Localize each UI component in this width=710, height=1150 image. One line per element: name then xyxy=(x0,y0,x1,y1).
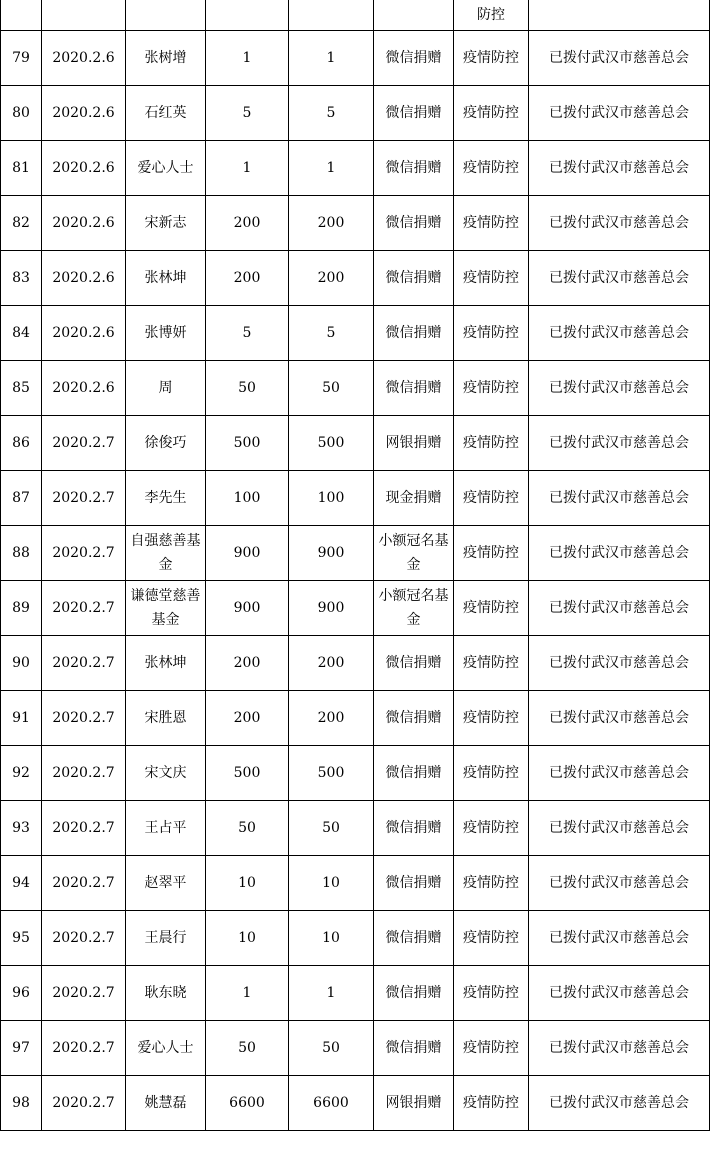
cell-no: 83 xyxy=(1,251,42,306)
cell-donor: 王占平 xyxy=(126,801,206,856)
cell-method: 微信捐赠 xyxy=(374,31,454,86)
cell-purpose: 疫情防控 xyxy=(454,746,529,801)
cell-donor: 石红英 xyxy=(126,86,206,141)
cell-beneficiary: 已拨付武汉市慈善总会 xyxy=(529,746,710,801)
table-row xyxy=(1,251,710,306)
cell-date: 2020.2.6 xyxy=(42,196,126,251)
cell-no xyxy=(1,0,42,31)
cell-method: 微信捐赠 xyxy=(374,196,454,251)
cell-date: 2020.2.7 xyxy=(42,911,126,966)
cell-amount: 50 xyxy=(206,801,289,856)
cell-received: 500 xyxy=(289,746,374,801)
cell-donor: 王晨行 xyxy=(126,911,206,966)
cell-donor: 自强慈善基金 xyxy=(126,526,206,581)
cell-no: 88 xyxy=(1,526,42,581)
cell-donor: 姚慧磊 xyxy=(126,1076,206,1131)
cell-beneficiary: 已拨付武汉市慈善总会 xyxy=(529,196,710,251)
table-row xyxy=(1,306,710,361)
table-row xyxy=(1,966,710,1021)
cell-method: 微信捐赠 xyxy=(374,801,454,856)
cell-received: 1 xyxy=(289,141,374,196)
cell-method: 微信捐赠 xyxy=(374,636,454,691)
cell-method: 网银捐赠 xyxy=(374,1076,454,1131)
table-row xyxy=(1,581,710,636)
cell-no: 90 xyxy=(1,636,42,691)
cell-donor: 李先生 xyxy=(126,471,206,526)
cell-received: 1 xyxy=(289,966,374,1021)
cell-method: 微信捐赠 xyxy=(374,911,454,966)
cell-received: 200 xyxy=(289,691,374,746)
cell-beneficiary: 已拨付武汉市慈善总会 xyxy=(529,31,710,86)
cell-donor: 张林坤 xyxy=(126,636,206,691)
cell-purpose: 防控 xyxy=(454,0,529,31)
cell-date: 2020.2.7 xyxy=(42,1021,126,1076)
cell-amount: 200 xyxy=(206,251,289,306)
cell-received: 200 xyxy=(289,196,374,251)
cell-beneficiary: 已拨付武汉市慈善总会 xyxy=(529,1021,710,1076)
cell-beneficiary: 已拨付武汉市慈善总会 xyxy=(529,86,710,141)
cell-received: 100 xyxy=(289,471,374,526)
cell-beneficiary: 已拨付武汉市慈善总会 xyxy=(529,1076,710,1131)
cell-donor: 张林坤 xyxy=(126,251,206,306)
table-body xyxy=(1,0,710,1131)
table-row xyxy=(1,746,710,801)
cell-beneficiary: 已拨付武汉市慈善总会 xyxy=(529,966,710,1021)
cell-no: 97 xyxy=(1,1021,42,1076)
cell-donor: 爱心人士 xyxy=(126,141,206,196)
cell-beneficiary xyxy=(529,0,710,31)
cell-date: 2020.2.7 xyxy=(42,581,126,636)
cell-date: 2020.2.7 xyxy=(42,416,126,471)
cell-received: 50 xyxy=(289,801,374,856)
cell-amount: 200 xyxy=(206,691,289,746)
cell-donor: 张博妍 xyxy=(126,306,206,361)
cell-beneficiary: 已拨付武汉市慈善总会 xyxy=(529,471,710,526)
cell-received: 1 xyxy=(289,31,374,86)
cell-date: 2020.2.6 xyxy=(42,251,126,306)
cell-donor: 谦德堂慈善基金 xyxy=(126,581,206,636)
cell-method: 微信捐赠 xyxy=(374,746,454,801)
table-row xyxy=(1,526,710,581)
cell-donor: 徐俊巧 xyxy=(126,416,206,471)
cell-method: 微信捐赠 xyxy=(374,361,454,416)
cell-purpose: 疫情防控 xyxy=(454,581,529,636)
cell-purpose: 疫情防控 xyxy=(454,636,529,691)
table-row xyxy=(1,1076,710,1131)
cell-date: 2020.2.6 xyxy=(42,86,126,141)
cell-amount: 200 xyxy=(206,196,289,251)
cell-donor: 爱心人士 xyxy=(126,1021,206,1076)
cell-received: 6600 xyxy=(289,1076,374,1131)
cell-date: 2020.2.6 xyxy=(42,31,126,86)
cell-received: 200 xyxy=(289,636,374,691)
cell-method: 微信捐赠 xyxy=(374,1021,454,1076)
table-row xyxy=(1,636,710,691)
cell-date: 2020.2.7 xyxy=(42,636,126,691)
table-row xyxy=(1,361,710,416)
cell-purpose: 疫情防控 xyxy=(454,416,529,471)
cell-date: 2020.2.7 xyxy=(42,1076,126,1131)
cell-beneficiary: 已拨付武汉市慈善总会 xyxy=(529,251,710,306)
cell-date: 2020.2.7 xyxy=(42,471,126,526)
cell-method xyxy=(374,0,454,31)
cell-no: 93 xyxy=(1,801,42,856)
cell-purpose: 疫情防控 xyxy=(454,471,529,526)
cell-beneficiary: 已拨付武汉市慈善总会 xyxy=(529,856,710,911)
cell-amount: 1 xyxy=(206,141,289,196)
cell-no: 89 xyxy=(1,581,42,636)
cell-method: 微信捐赠 xyxy=(374,966,454,1021)
cell-amount: 500 xyxy=(206,746,289,801)
cell-donor: 周 xyxy=(126,361,206,416)
table-row xyxy=(1,691,710,746)
cell-received: 10 xyxy=(289,911,374,966)
cell-donor: 赵翠平 xyxy=(126,856,206,911)
table-row xyxy=(1,801,710,856)
cell-amount: 5 xyxy=(206,306,289,361)
cell-received: 50 xyxy=(289,361,374,416)
cell-date: 2020.2.7 xyxy=(42,746,126,801)
cell-method: 网银捐赠 xyxy=(374,416,454,471)
cell-amount: 100 xyxy=(206,471,289,526)
cell-method: 微信捐赠 xyxy=(374,141,454,196)
cell-no: 96 xyxy=(1,966,42,1021)
cell-amount xyxy=(206,0,289,31)
cell-purpose: 疫情防控 xyxy=(454,856,529,911)
table-row xyxy=(1,471,710,526)
cell-donor xyxy=(126,0,206,31)
cell-purpose: 疫情防控 xyxy=(454,251,529,306)
cell-date: 2020.2.7 xyxy=(42,966,126,1021)
cell-beneficiary: 已拨付武汉市慈善总会 xyxy=(529,361,710,416)
cell-donor: 宋文庆 xyxy=(126,746,206,801)
table-row xyxy=(1,856,710,911)
cell-purpose: 疫情防控 xyxy=(454,911,529,966)
cell-method: 小额冠名基金 xyxy=(374,581,454,636)
cell-received: 900 xyxy=(289,581,374,636)
cell-beneficiary: 已拨付武汉市慈善总会 xyxy=(529,141,710,196)
cell-received: 5 xyxy=(289,86,374,141)
cell-method: 小额冠名基金 xyxy=(374,526,454,581)
cell-amount: 5 xyxy=(206,86,289,141)
cell-purpose: 疫情防控 xyxy=(454,966,529,1021)
cell-donor: 张树增 xyxy=(126,31,206,86)
cell-amount: 10 xyxy=(206,911,289,966)
cell-date: 2020.2.7 xyxy=(42,691,126,746)
cell-amount: 10 xyxy=(206,856,289,911)
cell-no: 82 xyxy=(1,196,42,251)
cell-donor: 耿东晓 xyxy=(126,966,206,1021)
cell-method: 微信捐赠 xyxy=(374,251,454,306)
cell-received: 50 xyxy=(289,1021,374,1076)
cell-purpose: 疫情防控 xyxy=(454,1076,529,1131)
cell-received: 900 xyxy=(289,526,374,581)
cell-no: 86 xyxy=(1,416,42,471)
cell-no: 94 xyxy=(1,856,42,911)
cell-beneficiary: 已拨付武汉市慈善总会 xyxy=(529,581,710,636)
cell-date: 2020.2.7 xyxy=(42,801,126,856)
table-row-partial xyxy=(1,0,710,31)
table-row xyxy=(1,31,710,86)
cell-received: 500 xyxy=(289,416,374,471)
cell-method: 微信捐赠 xyxy=(374,306,454,361)
cell-purpose: 疫情防控 xyxy=(454,361,529,416)
cell-amount: 1 xyxy=(206,966,289,1021)
cell-received xyxy=(289,0,374,31)
cell-beneficiary: 已拨付武汉市慈善总会 xyxy=(529,911,710,966)
table-row xyxy=(1,141,710,196)
cell-no: 79 xyxy=(1,31,42,86)
cell-no: 98 xyxy=(1,1076,42,1131)
cell-purpose: 疫情防控 xyxy=(454,141,529,196)
cell-amount: 50 xyxy=(206,361,289,416)
table-row xyxy=(1,1021,710,1076)
table-row xyxy=(1,196,710,251)
cell-no: 91 xyxy=(1,691,42,746)
cell-amount: 900 xyxy=(206,526,289,581)
cell-beneficiary: 已拨付武汉市慈善总会 xyxy=(529,691,710,746)
cell-no: 80 xyxy=(1,86,42,141)
cell-purpose: 疫情防控 xyxy=(454,86,529,141)
cell-date: 2020.2.6 xyxy=(42,361,126,416)
cell-donor: 宋胜恩 xyxy=(126,691,206,746)
cell-purpose: 疫情防控 xyxy=(454,196,529,251)
cell-donor: 宋新志 xyxy=(126,196,206,251)
cell-date: 2020.2.6 xyxy=(42,141,126,196)
cell-purpose: 疫情防控 xyxy=(454,801,529,856)
cell-amount: 500 xyxy=(206,416,289,471)
cell-purpose: 疫情防控 xyxy=(454,31,529,86)
cell-amount: 200 xyxy=(206,636,289,691)
cell-method: 微信捐赠 xyxy=(374,691,454,746)
cell-beneficiary: 已拨付武汉市慈善总会 xyxy=(529,416,710,471)
table-row xyxy=(1,911,710,966)
cell-amount: 900 xyxy=(206,581,289,636)
cell-date: 2020.2.7 xyxy=(42,526,126,581)
cell-method: 微信捐赠 xyxy=(374,856,454,911)
cell-beneficiary: 已拨付武汉市慈善总会 xyxy=(529,636,710,691)
cell-method: 微信捐赠 xyxy=(374,86,454,141)
cell-beneficiary: 已拨付武汉市慈善总会 xyxy=(529,526,710,581)
cell-purpose: 疫情防控 xyxy=(454,526,529,581)
cell-date: 2020.2.7 xyxy=(42,856,126,911)
cell-purpose: 疫情防控 xyxy=(454,691,529,746)
cell-received: 5 xyxy=(289,306,374,361)
cell-amount: 1 xyxy=(206,31,289,86)
cell-amount: 6600 xyxy=(206,1076,289,1131)
cell-no: 81 xyxy=(1,141,42,196)
cell-purpose: 疫情防控 xyxy=(454,1021,529,1076)
cell-no: 92 xyxy=(1,746,42,801)
table-row xyxy=(1,416,710,471)
cell-date: 2020.2.6 xyxy=(42,306,126,361)
cell-method: 现金捐赠 xyxy=(374,471,454,526)
cell-no: 84 xyxy=(1,306,42,361)
cell-beneficiary: 已拨付武汉市慈善总会 xyxy=(529,306,710,361)
cell-amount: 50 xyxy=(206,1021,289,1076)
cell-no: 95 xyxy=(1,911,42,966)
table-row xyxy=(1,86,710,141)
cell-purpose: 疫情防控 xyxy=(454,306,529,361)
cell-beneficiary: 已拨付武汉市慈善总会 xyxy=(529,801,710,856)
cell-no: 85 xyxy=(1,361,42,416)
cell-date xyxy=(42,0,126,31)
cell-received: 10 xyxy=(289,856,374,911)
cell-received: 200 xyxy=(289,251,374,306)
cell-no: 87 xyxy=(1,471,42,526)
